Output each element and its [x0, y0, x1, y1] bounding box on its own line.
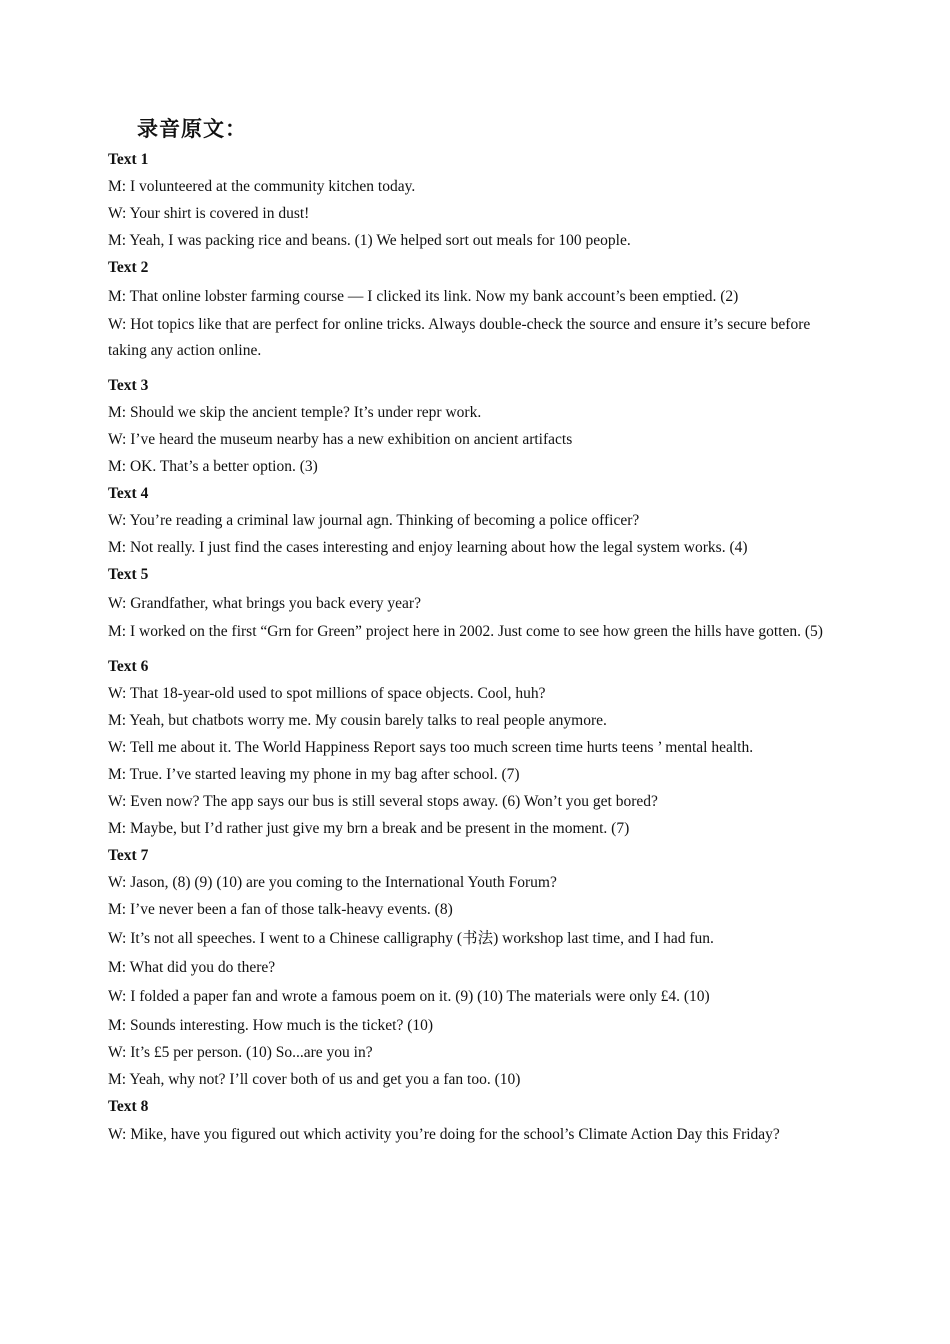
- dialogue-line: M: I worked on the first “Grn for Green” project here in 2002. Just come to see how green the hills have gotten. (5): [108, 623, 823, 640]
- section-heading-text-8: Text 8: [108, 1098, 149, 1115]
- section-heading-text-7: Text 7: [108, 847, 149, 864]
- dialogue-line: M: Maybe, but I’d rather just give my brn a break and be present in the moment. (7): [108, 820, 630, 837]
- dialogue-line: W: Tell me about it. The World Happiness Report says too much screen time hurts teens ’ mental health.: [108, 739, 754, 756]
- dialogue-line: W: You’re reading a criminal law journal agn. Thinking of becoming a police officer?: [108, 512, 640, 529]
- section-heading-text-6: Text 6: [108, 658, 149, 675]
- dialogue-line: M: Not really. I just find the cases interesting and enjoy learning about how the legal system works. (4): [108, 539, 748, 556]
- dialogue-line: M: What did you do there?: [108, 959, 276, 976]
- dialogue-line: M: Yeah, but chatbots worry me. My cousin barely talks to real people anymore.: [108, 712, 607, 729]
- dialogue-line: W: It’s £5 per person. (10) So...are you in?: [108, 1044, 373, 1061]
- dialogue-line: M: That online lobster farming course — I clicked its link. Now my bank account’s been emptied. (2): [108, 288, 739, 305]
- page-title: 录音原文：: [137, 117, 247, 141]
- dialogue-line: W: Jason, (8) (9) (10) are you coming to the International Youth Forum?: [108, 874, 557, 891]
- dialogue-line: M: OK. That’s a better option. (3): [108, 458, 318, 475]
- dialogue-line: M: Yeah, I was packing rice and beans. (1) We helped sort out meals for 100 people.: [108, 232, 631, 249]
- dialogue-line: M: Yeah, why not? I’ll cover both of us and get you a fan too. (10): [108, 1071, 521, 1088]
- dialogue-line: W: Hot topics like that are perfect for online tricks. Always double-check the source and ensure it’s secure before taking any action online.: [108, 316, 811, 359]
- dialogue-line: W: Grandfather, what brings you back every year?: [108, 595, 421, 612]
- section-heading-text-1: Text 1: [108, 151, 149, 168]
- section-heading-text-5: Text 5: [108, 566, 149, 583]
- dialogue-line: M: I volunteered at the community kitchen today.: [108, 178, 416, 195]
- dialogue-line: W: I’ve heard the museum nearby has a new exhibition on ancient artifacts: [108, 431, 573, 448]
- section-heading-text-2: Text 2: [108, 259, 149, 276]
- transcript-body: [108, 146, 824, 1156]
- dialogue-line: W: Your shirt is covered in dust!: [108, 205, 310, 222]
- dialogue-line: W: I folded a paper fan and wrote a famous poem on it. (9) (10) The materials were only £4. (10): [108, 988, 710, 1005]
- dialogue-line: M: Sounds interesting. How much is the ticket? (10): [108, 1017, 434, 1034]
- dialogue-line: W: Even now? The app says our bus is still several stops away. (6) Won’t you get bored?: [108, 793, 658, 810]
- section-heading-text-4: Text 4: [108, 485, 149, 502]
- dialogue-line: W: It’s not all speeches. I went to a Chinese calligraphy (书法) workshop last time, and I had fun.: [108, 930, 714, 947]
- dialogue-line: M: True. I’ve started leaving my phone in my bag after school. (7): [108, 766, 520, 783]
- dialogue-line: W: That 18-year-old used to spot millions of space objects. Cool, huh?: [108, 685, 546, 702]
- section-heading-text-3: Text 3: [108, 377, 149, 394]
- dialogue-line: M: I’ve never been a fan of those talk-heavy events. (8): [108, 901, 453, 918]
- dialogue-line: W: Mike, have you figured out which activity you’re doing for the school’s Climate Action Day this Friday?: [108, 1126, 780, 1143]
- dialogue-line: M: Should we skip the ancient temple? It’s under repr work.: [108, 404, 482, 421]
